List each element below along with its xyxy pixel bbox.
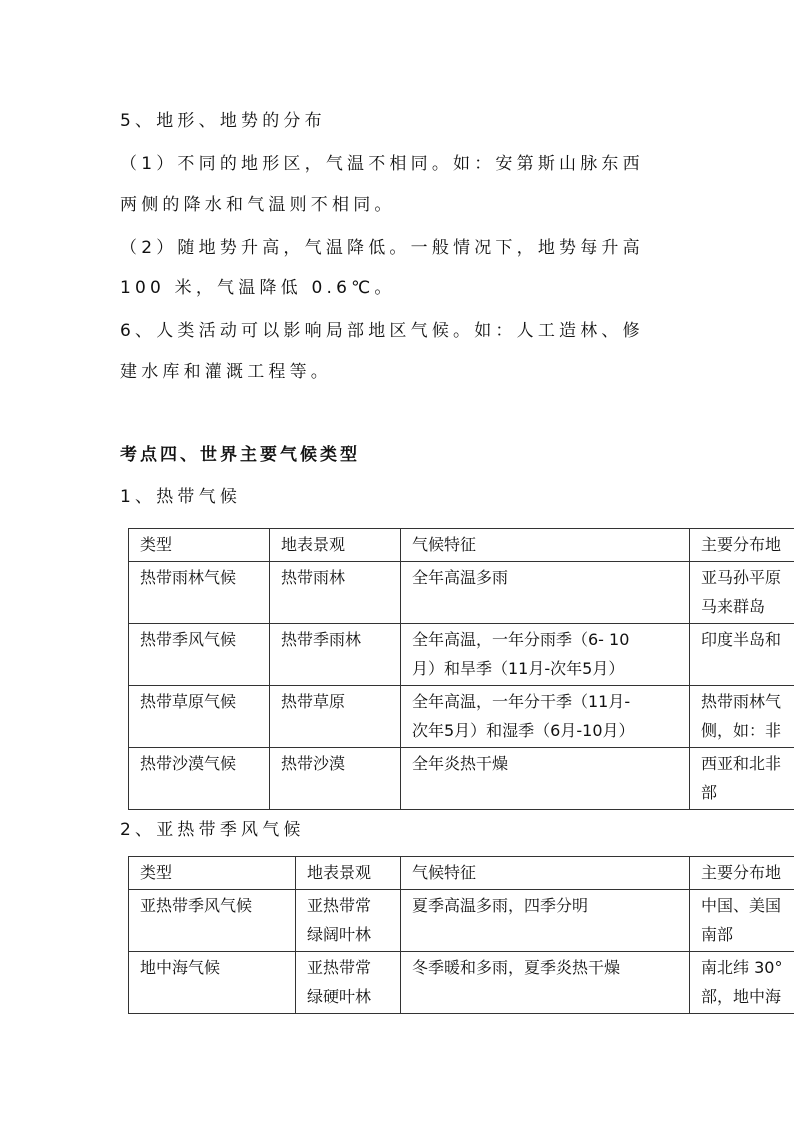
cell-features: 全年炎热干燥 <box>401 748 690 810</box>
cell-line: 亚马孙平原 <box>701 568 782 587</box>
cell-distribution: 印度半岛和 <box>690 624 794 686</box>
cell-distribution <box>690 686 794 748</box>
table-row <box>129 562 794 624</box>
cell-features: 全年高温多雨 <box>401 562 690 624</box>
header-features: 气候特征 <box>401 529 690 562</box>
table-header-row <box>129 529 794 562</box>
header-distribution: 主要分布地 <box>690 529 794 562</box>
paragraph-7: 建水库和灌溉工程等。 <box>120 362 332 382</box>
table-header-row <box>129 857 794 890</box>
cell-line: 热带雨林气 <box>701 692 782 711</box>
paragraph-4: （2）随地势升高，气温降低。一般情况下，地势每升高 <box>120 238 644 258</box>
paragraph-1: 5、地形、地势的分布 <box>120 111 326 131</box>
cell-landscape: 热带季雨林 <box>270 624 401 686</box>
section-title: 考点四、世界主要气候类型 <box>120 445 360 465</box>
cell-line: 亚热带常 <box>307 896 372 915</box>
table-row <box>129 952 794 1014</box>
cell-type: 热带沙漠气候 <box>129 748 270 810</box>
paragraph-5: 100 米，气温降低 0.6℃。 <box>120 278 396 298</box>
cell-type: 亚热带季风气候 <box>129 890 296 952</box>
table-row <box>129 624 794 686</box>
table-row <box>129 686 794 748</box>
cell-features <box>401 686 690 748</box>
table-row <box>129 890 794 952</box>
cell-line: 西亚和北非 <box>701 754 782 773</box>
cell-line: 南北纬 30° <box>701 958 783 977</box>
header-type: 类型 <box>129 857 296 890</box>
header-landscape: 地表景观 <box>270 529 401 562</box>
cell-line: 全年高温，一年分干季（11月- <box>412 692 631 711</box>
header-landscape: 地表景观 <box>296 857 401 890</box>
cell-line: 中国、美国 <box>701 896 782 915</box>
cell-type: 热带雨林气候 <box>129 562 270 624</box>
cell-line: 侧，如：非 <box>701 721 782 740</box>
cell-landscape: 热带草原 <box>270 686 401 748</box>
cell-line: 亚热带常 <box>307 958 372 977</box>
cell-line: 全年高温，一年分雨季（6- 10 <box>412 630 630 649</box>
cell-features <box>401 624 690 686</box>
cell-line: 南部 <box>701 925 734 944</box>
cell-landscape: 热带雨林 <box>270 562 401 624</box>
cell-line: 绿阔叶林 <box>307 925 372 944</box>
cell-landscape <box>296 952 401 1014</box>
cell-distribution <box>690 562 794 624</box>
cell-features: 冬季暖和多雨，夏季炎热干燥 <box>401 952 690 1014</box>
paragraph-6: 6、人类活动可以影响局部地区气候。如：人工造林、修 <box>120 321 644 341</box>
cell-distribution <box>690 748 794 810</box>
header-distribution: 主要分布地 <box>690 857 794 890</box>
cell-distribution <box>690 952 794 1014</box>
cell-line: 马来群岛 <box>701 597 766 616</box>
cell-type: 地中海气候 <box>129 952 296 1014</box>
subheading-tropical: 1、热带气候 <box>120 487 242 507</box>
cell-landscape <box>296 890 401 952</box>
paragraph-2: （1）不同的地形区，气温不相同。如：安第斯山脉东西 <box>120 154 644 174</box>
cell-line: 部，地中海 <box>701 987 782 1006</box>
cell-type: 热带草原气候 <box>129 686 270 748</box>
cell-features: 夏季高温多雨，四季分明 <box>401 890 690 952</box>
cell-type: 热带季风气候 <box>129 624 270 686</box>
cell-line: 部 <box>701 783 718 802</box>
header-features: 气候特征 <box>401 857 690 890</box>
cell-landscape: 热带沙漠 <box>270 748 401 810</box>
paragraph-3: 两侧的降水和气温则不相同。 <box>120 195 396 215</box>
tropical-climate-table <box>128 528 794 810</box>
table-row <box>129 748 794 810</box>
cell-line: 次年5月）和湿季（6月-10月） <box>412 721 635 740</box>
cell-line: 绿硬叶林 <box>307 987 372 1006</box>
subheading-subtropical: 2、亚热带季风气候 <box>120 820 305 840</box>
header-type: 类型 <box>129 529 270 562</box>
cell-line: 月）和旱季（11月-次年5月） <box>412 659 625 678</box>
subtropical-climate-table <box>128 856 794 1014</box>
cell-distribution <box>690 890 794 952</box>
